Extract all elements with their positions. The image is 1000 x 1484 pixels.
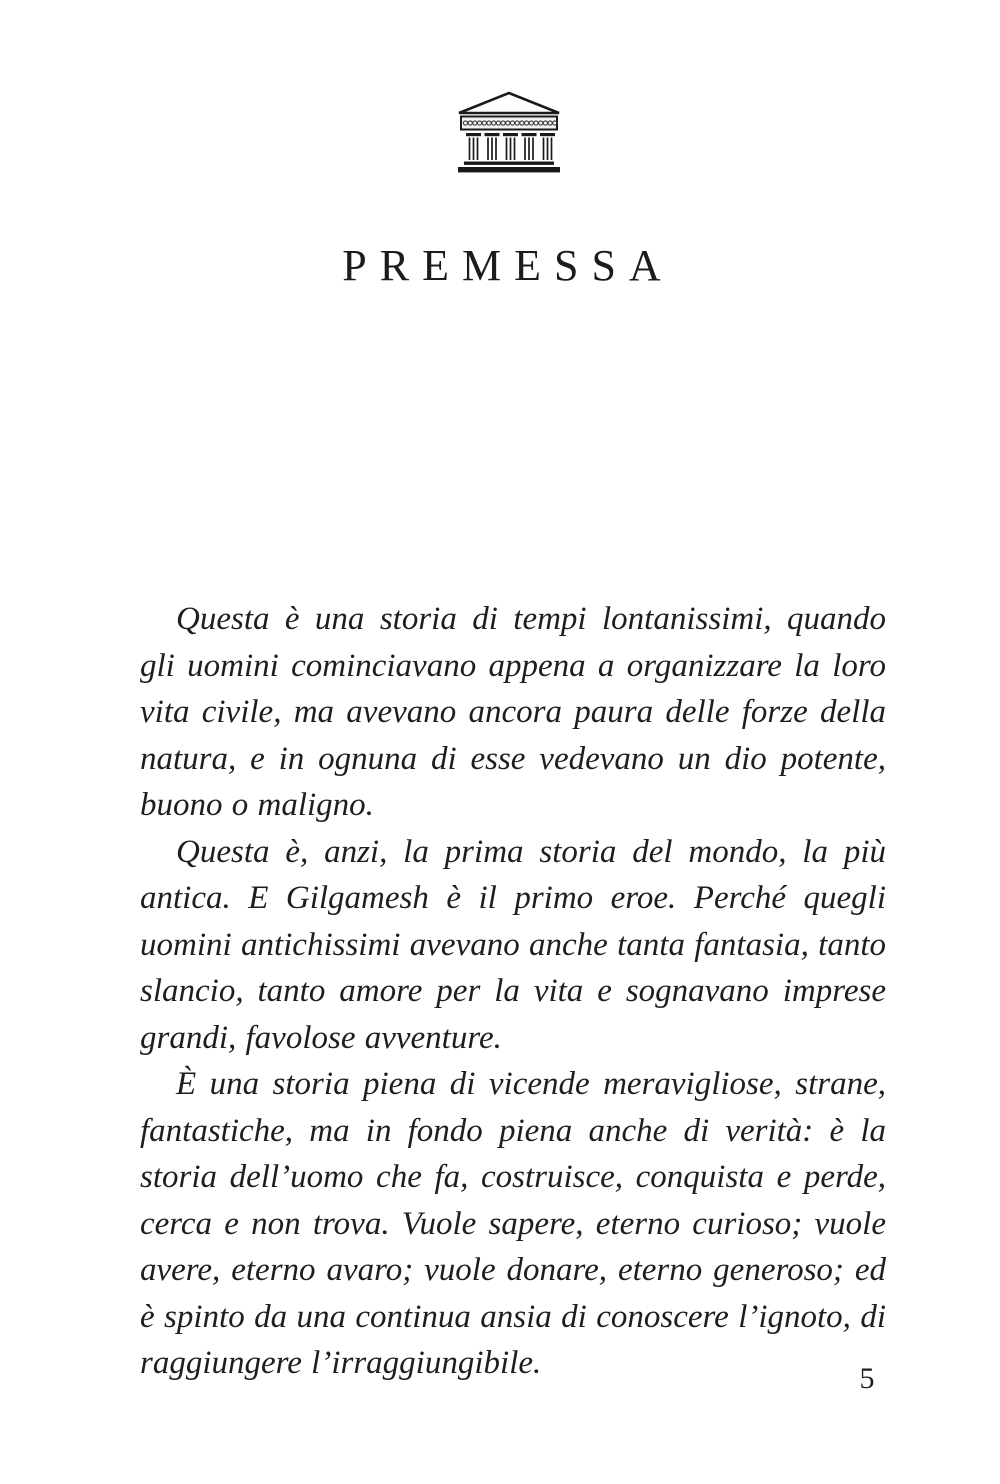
paragraph-1: Questa è una storia di tempi lontanissimi, quando gli uomini cominciavano appena a organizzare la loro vita civile, ma avevano ancora paura delle forze della natura, e in ognuna di esse vedevano un dio potente, buono o maligno. xyxy=(140,601,886,823)
chapter-title: PREMESSA xyxy=(342,241,674,290)
page-number: 5 xyxy=(859,1362,875,1395)
body-text xyxy=(140,596,886,1387)
paragraph-3: È una storia piena di vicende meravigliose, strane, fantastiche, ma in fondo piena anche di verità: è la storia dell’uomo che fa, costruisce, conquista e perde, cerca e non trova. Vuole sapere, eterno curioso; vuole avere, eterno avaro; vuole donare, eterno generoso; ed è spinto da una continua ansia di conoscere l’ignoto, di raggiungere l’irraggiungibile. xyxy=(140,1066,886,1381)
temple-icon-svg xyxy=(456,90,562,174)
paragraph-2: Questa è, anzi, la prima storia del mondo, la più antica. E Gilgamesh è il primo eroe. Perché quegli uomini antichissimi avevano anche tanta fantasia, tanto slancio, tanto amore per la vita e sognavano imprese grandi, favolose avventure. xyxy=(140,833,886,1056)
temple-icon xyxy=(456,90,562,174)
